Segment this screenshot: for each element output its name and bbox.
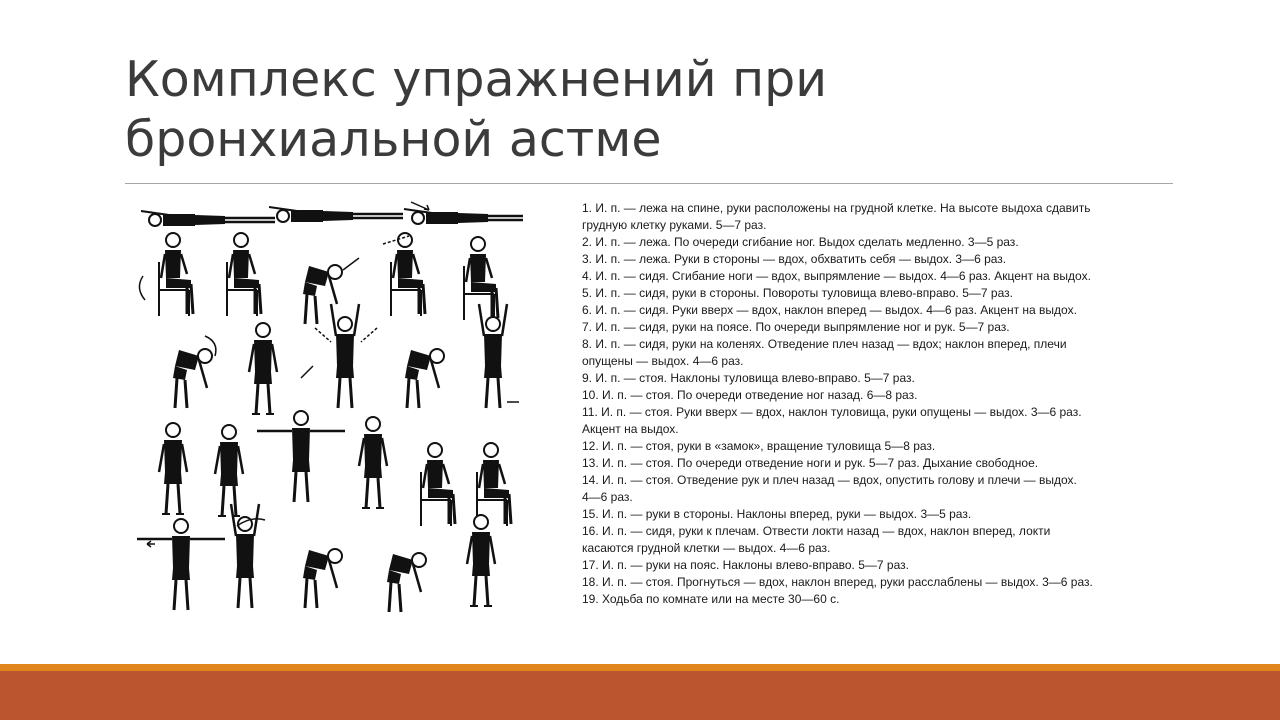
list-item: 18. И. п. — стоя. Прогнуться — вдох, наклон вперед, руки расслаблены — выдох. 3—6 раз. [582,575,1093,589]
list-item: 12. И. п. — стоя, руки в «замок», вращение туловища 5—8 раз. [582,439,936,453]
title-divider [125,183,1173,184]
list-item: 4. И. п. — сидя. Сгибание ноги — вдох, выпрямление — выдох. 4—6 раз. Акцент на выдох. [582,269,1091,283]
list-item: 13. И. п. — стоя. По очереди отведение ноги и рук. 5—7 раз. Дыхание свободное. [582,456,1039,470]
list-item: опущены — выдох. 4—6 раз. [582,354,744,368]
list-item: 19. Ходьба по комнате или на месте 30—60 с. [582,592,840,606]
list-item: 11. И. п. — стоя. Руки вверх — вдох, наклон туловища, руки опущены — выдох. 3—6 раз. [582,405,1082,419]
list-item: 10. И. п. — стоя. По очереди отведение ног назад. 6—8 раз. [582,388,918,402]
list-item: 9. И. п. — стоя. Наклоны туловища влево-вправо. 5—7 раз. [582,371,915,385]
list-item: 2. И. п. — лежа. По очереди сгибание ног. Выдох сделать медленно. 3—5 раз. [582,235,1019,249]
list-item: 8. И. п. — сидя, руки на коленях. Отведение плеч назад — вдох; наклон вперед, плечи [582,337,1067,351]
slide-title [125,50,1125,170]
list-item: 3. И. п. — лежа. Руки в стороны — вдох, обхватить себя — выдох. 3—6 раз. [582,252,1007,266]
footer-accent-stripe [0,664,1280,671]
exercise-figures-icon [133,196,523,616]
list-item: 4—6 раз. [582,490,633,504]
list-item: 6. И. п. — сидя. Руки вверх — вдох, наклон вперед — выдох. 4—6 раз. Акцент на выдох. [582,303,1077,317]
slide-title-line-2: бронхиальной астме [125,111,662,168]
list-item: касаются грудной клетки — выдох. 4—6 раз. [582,541,831,555]
slide-title-line-1: Комплекс упражнений при [125,51,828,108]
list-item: грудную клетку руками. 5—7 раз. [582,218,767,232]
list-item: Акцент на выдох. [582,422,679,436]
list-item: 16. И. п. — сидя, руки к плечам. Отвести локти назад — вдох, наклон вперед, локти [582,524,1051,538]
footer-bar [0,671,1280,720]
list-item: 15. И. п. — руки в стороны. Наклоны вперед, руки — выдох. 3—5 раз. [582,507,972,521]
list-item: 1. И. п. — лежа на спине, руки расположены на грудной клетке. На высоте выдоха сдавить [582,201,1091,215]
list-item: 5. И. п. — сидя, руки в стороны. Повороты туловища влево-вправо. 5—7 раз. [582,286,1013,300]
exercise-list [582,200,1142,608]
list-item: 14. И. п. — стоя. Отведение рук и плеч назад — вдох, опустить голову и плечи — выдох. [582,473,1077,487]
list-item: 17. И. п. — руки на пояс. Наклоны влево-вправо. 5—7 раз. [582,558,909,572]
list-item: 7. И. п. — сидя, руки на поясе. По очереди выпрямление ног и рук. 5—7 раз. [582,320,1010,334]
